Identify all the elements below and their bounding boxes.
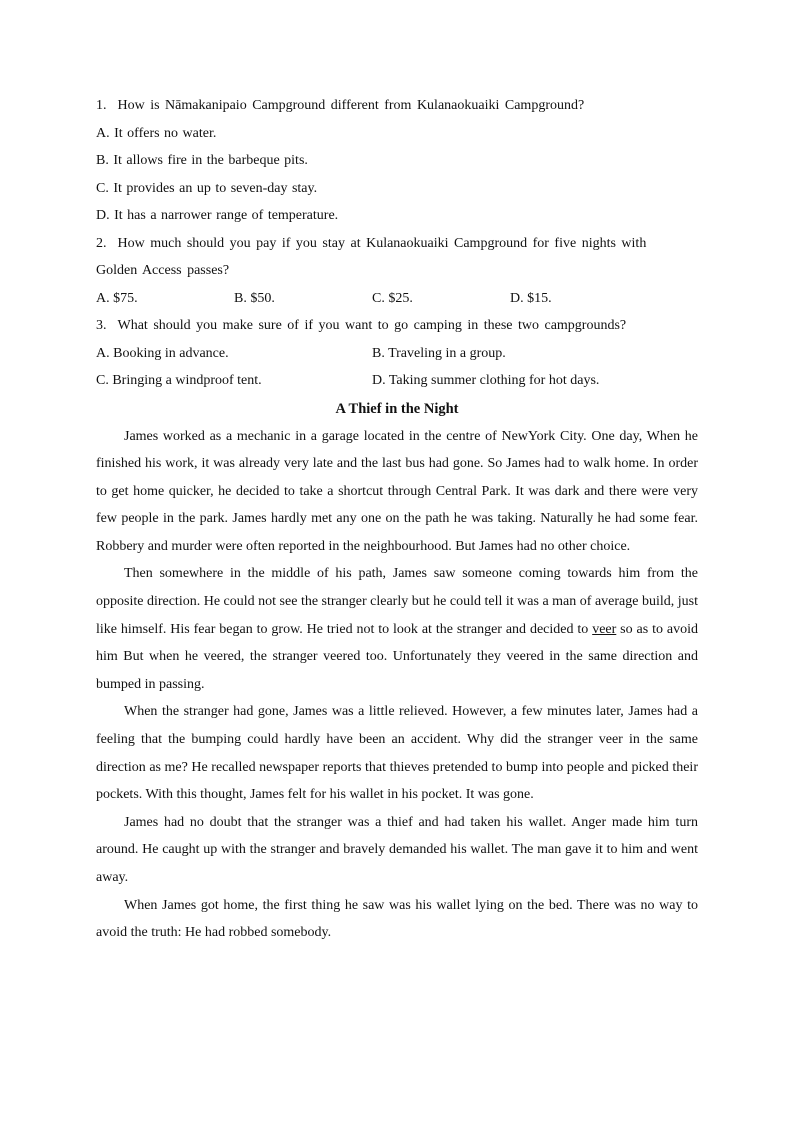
question-stem-continued: Golden Access passes? xyxy=(96,263,230,278)
passage-title: A Thief in the Night xyxy=(335,400,459,417)
paragraph xyxy=(96,560,698,698)
option: A. $75. xyxy=(96,290,138,306)
question-number: 2. xyxy=(96,235,107,251)
paragraph-text: Then somewhere in the middle of his path, James saw someone coming towards him from the opposite direction. He could not see the stranger clearly but he could tell it was a man of average build, just like himself. His fear began to grow. He tried not to look at the stranger and decided to xyxy=(96,566,698,637)
question-number: 3. xyxy=(96,318,107,333)
question-2 xyxy=(96,230,698,258)
document-page xyxy=(96,92,698,947)
question-stem: What should you make sure of if you want to go camping in these two campgrounds? xyxy=(117,318,627,333)
option: B. It allows fire in the barbeque pits. xyxy=(96,153,308,168)
option: D. Taking summer clothing for hot days. xyxy=(372,373,600,388)
option: A. It offers no water. xyxy=(96,125,217,141)
paragraph-text: so as to avoid him But when he veered, the stranger veered too. Unfortunately they veered in the same direction and bumped in passing. xyxy=(96,621,698,692)
option: B. $50. xyxy=(234,290,275,306)
option: A. Booking in advance. xyxy=(96,345,229,361)
question-stem: How is Nāmakanipaio Campground different from Kulanaokuaiki Campground? xyxy=(117,98,585,113)
options-row xyxy=(96,285,698,313)
paragraph: James worked as a mechanic in a garage located in the centre of NewYork City. One day, When he finished his work, it was already very late and the last bus had gone. So James had to walk home. In order to get home quicker, he decided to take a shortcut through Central Park. It was dark and there were very few people in the park. James hardly met any one on the path he was taking. Naturally he had some fear. Robbery and murder were often reported in the neighbourhood. But James had no other choice. xyxy=(96,428,698,554)
option: C. $25. xyxy=(372,290,413,306)
option: C. It provides an up to seven-day stay. xyxy=(96,180,318,196)
paragraph: When the stranger had gone, James was a little relieved. However, a few minutes later, James had a feeling that the bumping could hardly have been an accident. Why did the stranger veer in the same direction as me? He recalled newspaper reports that thieves pretended to bump into people and picked their pockets. With this thought, James felt for his wallet in his pocket. It was gone. xyxy=(96,704,698,803)
paragraph: James had no doubt that the stranger was a thief and had taken his wallet. Anger made him turn around. He caught up with the stranger and bravely demanded his wallet. The man gave it to him and went away. xyxy=(96,814,698,885)
underlined-word: veer xyxy=(592,621,617,637)
option: C. Bringing a windproof tent. xyxy=(96,373,262,388)
question-stem: How much should you pay if you stay at Kulanaokuaiki Campground for five nights with xyxy=(117,235,647,251)
option: B. Traveling in a group. xyxy=(372,345,506,361)
paragraph: When James got home, the first thing he saw was his wallet lying on the bed. There was no way to avoid the truth: He had robbed somebody. xyxy=(96,897,698,941)
options-row xyxy=(96,340,698,368)
question-number: 1. xyxy=(96,98,107,113)
question-3 xyxy=(96,312,698,340)
option: D. $15. xyxy=(510,290,552,306)
options-row xyxy=(96,367,698,395)
option: D. It has a narrower range of temperature. xyxy=(96,208,339,223)
question-1 xyxy=(96,92,698,120)
